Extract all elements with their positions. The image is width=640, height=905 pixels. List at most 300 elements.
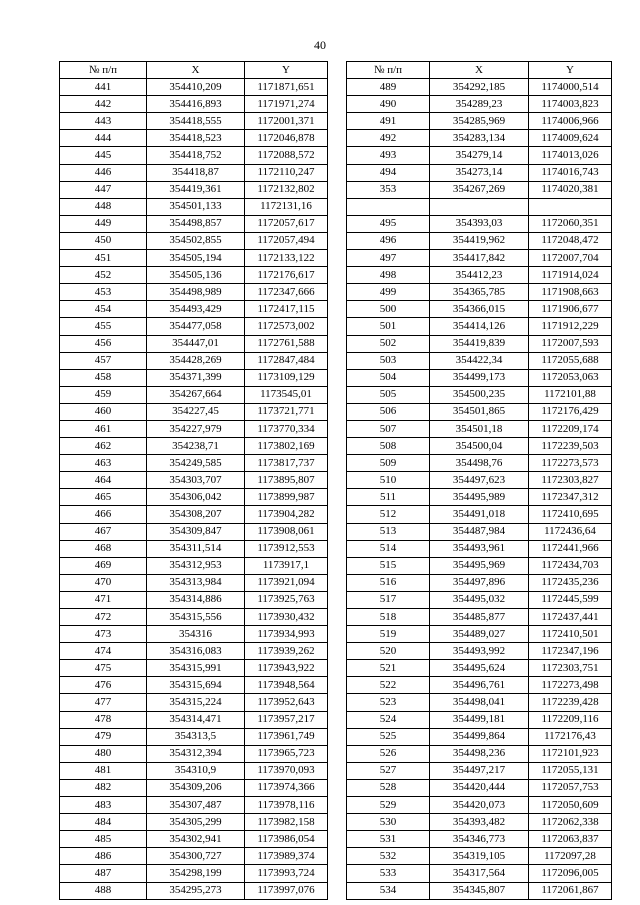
y-coordinate-cell: 1172101,88 (529, 386, 612, 403)
point-number-cell: 487 (60, 865, 147, 882)
header-x: X (430, 62, 529, 79)
x-coordinate-cell: 354312,953 (147, 557, 245, 574)
coordinates-table-right (346, 61, 612, 900)
point-number-cell: 458 (60, 369, 147, 386)
table-row (60, 79, 328, 96)
table-row (60, 96, 328, 113)
point-number-cell: 484 (60, 814, 147, 831)
x-coordinate-cell: 354489,027 (430, 626, 529, 643)
x-coordinate-cell: 354419,962 (430, 232, 529, 249)
point-number-cell: 463 (60, 455, 147, 472)
table-row (347, 96, 612, 113)
table-row (60, 113, 328, 130)
table-row (60, 865, 328, 882)
table-row (347, 848, 612, 865)
x-coordinate-cell: 354501,18 (430, 420, 529, 437)
x-coordinate-cell: 354393,482 (430, 814, 529, 831)
point-number-cell: 520 (347, 643, 430, 660)
x-coordinate-cell: 354315,694 (147, 677, 245, 694)
table-row (60, 164, 328, 181)
point-number-cell: 496 (347, 232, 430, 249)
point-number-cell: 530 (347, 814, 430, 831)
y-coordinate-cell: 1173912,553 (245, 540, 328, 557)
y-coordinate-cell: 1172057,753 (529, 779, 612, 796)
point-number-cell: 454 (60, 301, 147, 318)
point-number-cell: 446 (60, 164, 147, 181)
x-coordinate-cell: 354365,785 (430, 284, 529, 301)
y-coordinate-cell: 1172176,617 (245, 267, 328, 284)
x-coordinate-cell: 354292,185 (430, 79, 529, 96)
y-coordinate-cell: 1173934,993 (245, 626, 328, 643)
header-number: № п/п (60, 62, 147, 79)
point-number-cell: 466 (60, 506, 147, 523)
x-coordinate-cell: 354493,429 (147, 301, 245, 318)
point-number-cell: 481 (60, 762, 147, 779)
x-coordinate-cell: 354500,235 (430, 386, 529, 403)
y-coordinate-cell: 1173895,807 (245, 472, 328, 489)
point-number-cell: 516 (347, 574, 430, 591)
table-row (347, 403, 612, 420)
point-number-cell: 448 (60, 198, 147, 215)
table-row (347, 814, 612, 831)
x-coordinate-cell: 354366,015 (430, 301, 529, 318)
table-row (60, 181, 328, 198)
y-coordinate-cell: 1172046,878 (245, 130, 328, 147)
table-row (60, 455, 328, 472)
y-coordinate-cell: 1173899,987 (245, 489, 328, 506)
y-coordinate-cell: 1173970,093 (245, 762, 328, 779)
x-coordinate-cell: 354416,893 (147, 96, 245, 113)
x-coordinate-cell: 354305,299 (147, 814, 245, 831)
table-row (347, 335, 612, 352)
y-coordinate-cell: 1172055,131 (529, 762, 612, 779)
y-coordinate-cell: 1173770,334 (245, 420, 328, 437)
y-coordinate-cell: 1172001,371 (245, 113, 328, 130)
x-coordinate-cell: 354487,984 (430, 523, 529, 540)
x-coordinate-cell: 354267,664 (147, 386, 245, 403)
y-coordinate-cell: 1172436,64 (529, 523, 612, 540)
page-number: 40 (314, 38, 326, 52)
table-row (347, 181, 612, 198)
x-coordinate-cell: 354295,273 (147, 882, 245, 899)
x-coordinate-cell: 354313,5 (147, 728, 245, 745)
table-row (60, 250, 328, 267)
y-coordinate-cell: 1174013,026 (529, 147, 612, 164)
table-row (60, 557, 328, 574)
y-coordinate-cell: 1171971,274 (245, 96, 328, 113)
point-number-cell: 476 (60, 677, 147, 694)
x-coordinate-cell: 354497,217 (430, 762, 529, 779)
point-number-cell: 495 (347, 215, 430, 232)
point-number-cell: 475 (60, 660, 147, 677)
table-row (60, 284, 328, 301)
x-coordinate-cell: 354418,752 (147, 147, 245, 164)
y-coordinate-cell: 1172239,503 (529, 438, 612, 455)
point-number-cell: 453 (60, 284, 147, 301)
header-number: № п/п (347, 62, 430, 79)
table-row (60, 591, 328, 608)
table-row (60, 694, 328, 711)
table-row (60, 232, 328, 249)
point-number-cell: 529 (347, 797, 430, 814)
x-coordinate-cell: 354316,083 (147, 643, 245, 660)
y-coordinate-cell: 1172088,572 (245, 147, 328, 164)
table-row (60, 352, 328, 369)
point-number-cell: 459 (60, 386, 147, 403)
x-coordinate-cell: 354422,34 (430, 352, 529, 369)
x-coordinate-cell: 354312,394 (147, 745, 245, 762)
point-number-cell: 534 (347, 882, 430, 899)
table-row (60, 762, 328, 779)
table-row (347, 198, 612, 215)
y-coordinate-cell: 1172176,43 (529, 728, 612, 745)
y-coordinate-cell: 1172573,002 (245, 318, 328, 335)
x-coordinate-cell: 354505,194 (147, 250, 245, 267)
y-coordinate-cell: 1173109,129 (245, 369, 328, 386)
table-row (60, 728, 328, 745)
header-y: Y (245, 62, 328, 79)
y-coordinate-cell: 1172347,666 (245, 284, 328, 301)
x-coordinate-cell: 354418,87 (147, 164, 245, 181)
table-row (347, 745, 612, 762)
y-coordinate-cell: 1173721,771 (245, 403, 328, 420)
point-number-cell: 443 (60, 113, 147, 130)
point-number-cell: 533 (347, 865, 430, 882)
point-number-cell: 464 (60, 472, 147, 489)
x-coordinate-cell: 354315,224 (147, 694, 245, 711)
y-coordinate-cell: 1172007,593 (529, 335, 612, 352)
point-number-cell: 479 (60, 728, 147, 745)
table-row (347, 609, 612, 626)
x-coordinate-cell: 354267,269 (430, 181, 529, 198)
table-row (60, 301, 328, 318)
x-coordinate-cell: 354501,133 (147, 198, 245, 215)
x-coordinate-cell: 354501,865 (430, 403, 529, 420)
x-coordinate-cell: 354420,073 (430, 797, 529, 814)
y-coordinate-cell: 1172417,115 (245, 301, 328, 318)
point-number-cell: 511 (347, 489, 430, 506)
point-number-cell: 492 (347, 130, 430, 147)
y-coordinate-cell: 1172435,236 (529, 574, 612, 591)
y-coordinate-cell: 1173993,724 (245, 865, 328, 882)
point-number-cell: 441 (60, 79, 147, 96)
table-row (60, 420, 328, 437)
point-number-cell: 477 (60, 694, 147, 711)
y-coordinate-cell: 1172303,827 (529, 472, 612, 489)
x-coordinate-cell: 354477,058 (147, 318, 245, 335)
point-number-cell: 449 (60, 215, 147, 232)
y-coordinate-cell: 1173921,094 (245, 574, 328, 591)
table-row (347, 711, 612, 728)
point-number-cell: 523 (347, 694, 430, 711)
table-row (60, 523, 328, 540)
x-coordinate-cell: 354497,623 (430, 472, 529, 489)
y-coordinate-cell: 1172347,312 (529, 489, 612, 506)
table-row (347, 215, 612, 232)
x-coordinate-cell: 354306,042 (147, 489, 245, 506)
table-row (60, 369, 328, 386)
y-coordinate-cell: 1174000,514 (529, 79, 612, 96)
x-coordinate-cell: 354493,992 (430, 643, 529, 660)
x-coordinate-cell: 354314,471 (147, 711, 245, 728)
point-number-cell: 491 (347, 113, 430, 130)
point-number-cell: 490 (347, 96, 430, 113)
point-number-cell: 528 (347, 779, 430, 796)
table-row (347, 232, 612, 249)
x-coordinate-cell: 354410,209 (147, 79, 245, 96)
y-coordinate-cell: 1173948,564 (245, 677, 328, 694)
table-row (347, 831, 612, 848)
x-coordinate-cell: 354502,855 (147, 232, 245, 249)
y-coordinate-cell: 1172410,695 (529, 506, 612, 523)
y-coordinate-cell: 1173917,1 (245, 557, 328, 574)
point-number-cell: 455 (60, 318, 147, 335)
y-coordinate-cell: 1172060,351 (529, 215, 612, 232)
table-row (60, 472, 328, 489)
x-coordinate-cell: 354283,134 (430, 130, 529, 147)
table-row (347, 626, 612, 643)
point-number-cell (347, 198, 430, 215)
table-row (347, 352, 612, 369)
point-number-cell: 498 (347, 267, 430, 284)
x-coordinate-cell: 354319,105 (430, 848, 529, 865)
y-coordinate-cell: 1172209,116 (529, 711, 612, 728)
y-coordinate-cell: 1172847,484 (245, 352, 328, 369)
table-row (347, 301, 612, 318)
y-coordinate-cell: 1174009,624 (529, 130, 612, 147)
table-row (60, 745, 328, 762)
x-coordinate-cell: 354447,01 (147, 335, 245, 352)
header-y: Y (529, 62, 612, 79)
x-coordinate-cell: 354279,14 (430, 147, 529, 164)
y-coordinate-cell: 1172063,837 (529, 831, 612, 848)
y-coordinate-cell: 1172410,501 (529, 626, 612, 643)
y-coordinate-cell: 1173943,922 (245, 660, 328, 677)
point-number-cell: 510 (347, 472, 430, 489)
x-coordinate-cell: 354500,04 (430, 438, 529, 455)
table-row (60, 779, 328, 796)
point-number-cell: 471 (60, 591, 147, 608)
point-number-cell: 505 (347, 386, 430, 403)
x-coordinate-cell: 354505,136 (147, 267, 245, 284)
y-coordinate-cell: 1173908,061 (245, 523, 328, 540)
table-row (347, 540, 612, 557)
table-row (347, 455, 612, 472)
point-number-cell: 451 (60, 250, 147, 267)
x-coordinate-cell: 354227,45 (147, 403, 245, 420)
x-coordinate-cell: 354495,969 (430, 557, 529, 574)
y-coordinate-cell: 1172131,16 (245, 198, 328, 215)
x-coordinate-cell: 354393,03 (430, 215, 529, 232)
point-number-cell: 521 (347, 660, 430, 677)
table-row (347, 420, 612, 437)
x-coordinate-cell: 354412,23 (430, 267, 529, 284)
x-coordinate-cell: 354498,857 (147, 215, 245, 232)
point-number-cell: 512 (347, 506, 430, 523)
x-coordinate-cell: 354285,969 (430, 113, 529, 130)
x-coordinate-cell: 354499,173 (430, 369, 529, 386)
point-number-cell: 486 (60, 848, 147, 865)
point-number-cell: 515 (347, 557, 430, 574)
point-number-cell: 501 (347, 318, 430, 335)
point-number-cell: 478 (60, 711, 147, 728)
point-number-cell: 447 (60, 181, 147, 198)
y-coordinate-cell: 1173904,282 (245, 506, 328, 523)
x-coordinate-cell (430, 198, 529, 215)
header-x: X (147, 62, 245, 79)
point-number-cell: 519 (347, 626, 430, 643)
y-coordinate-cell: 1173961,749 (245, 728, 328, 745)
x-coordinate-cell: 354303,707 (147, 472, 245, 489)
y-coordinate-cell: 1173974,366 (245, 779, 328, 796)
x-coordinate-cell: 354485,877 (430, 609, 529, 626)
point-number-cell: 489 (347, 79, 430, 96)
table-row (347, 318, 612, 335)
table-row (347, 284, 612, 301)
y-coordinate-cell: 1172062,338 (529, 814, 612, 831)
table-row (347, 79, 612, 96)
point-number-cell: 470 (60, 574, 147, 591)
table-row (60, 643, 328, 660)
point-number-cell: 450 (60, 232, 147, 249)
table-row (60, 677, 328, 694)
y-coordinate-cell: 1172101,923 (529, 745, 612, 762)
y-coordinate-cell: 1171871,651 (245, 79, 328, 96)
table-row (60, 438, 328, 455)
y-coordinate-cell: 1172273,573 (529, 455, 612, 472)
table-row (347, 694, 612, 711)
y-coordinate-cell: 1172176,429 (529, 403, 612, 420)
x-coordinate-cell: 354496,761 (430, 677, 529, 694)
y-coordinate-cell: 1172007,704 (529, 250, 612, 267)
x-coordinate-cell: 354273,14 (430, 164, 529, 181)
table-row (347, 506, 612, 523)
y-coordinate-cell: 1173802,169 (245, 438, 328, 455)
point-number-cell: 503 (347, 352, 430, 369)
point-number-cell: 485 (60, 831, 147, 848)
y-coordinate-cell: 1172273,498 (529, 677, 612, 694)
x-coordinate-cell: 354300,727 (147, 848, 245, 865)
y-coordinate-cell: 1171906,677 (529, 301, 612, 318)
table-row (347, 779, 612, 796)
y-coordinate-cell: 1173930,432 (245, 609, 328, 626)
table-row (347, 643, 612, 660)
y-coordinate-cell: 1173986,054 (245, 831, 328, 848)
table-row (347, 882, 612, 899)
point-number-cell: 457 (60, 352, 147, 369)
table-row (347, 574, 612, 591)
point-number-cell: 526 (347, 745, 430, 762)
y-coordinate-cell: 1173989,374 (245, 848, 328, 865)
point-number-cell: 472 (60, 609, 147, 626)
x-coordinate-cell: 354313,984 (147, 574, 245, 591)
x-coordinate-cell: 354307,487 (147, 797, 245, 814)
point-number-cell: 467 (60, 523, 147, 540)
table-row (60, 882, 328, 899)
x-coordinate-cell: 354345,807 (430, 882, 529, 899)
point-number-cell: 506 (347, 403, 430, 420)
y-coordinate-cell: 1172239,428 (529, 694, 612, 711)
table-row (347, 147, 612, 164)
y-coordinate-cell: 1172132,802 (245, 181, 328, 198)
point-number-cell: 509 (347, 455, 430, 472)
x-coordinate-cell: 354314,886 (147, 591, 245, 608)
point-number-cell: 502 (347, 335, 430, 352)
table-row (347, 865, 612, 882)
point-number-cell: 442 (60, 96, 147, 113)
x-coordinate-cell: 354495,624 (430, 660, 529, 677)
x-coordinate-cell: 354238,71 (147, 438, 245, 455)
point-number-cell: 480 (60, 745, 147, 762)
y-coordinate-cell: 1172055,688 (529, 352, 612, 369)
y-coordinate-cell: 1172048,472 (529, 232, 612, 249)
x-coordinate-cell: 354308,207 (147, 506, 245, 523)
point-number-cell: 524 (347, 711, 430, 728)
x-coordinate-cell: 354498,236 (430, 745, 529, 762)
table-row (347, 267, 612, 284)
point-number-cell: 493 (347, 147, 430, 164)
y-coordinate-cell (529, 198, 612, 215)
table-row (347, 369, 612, 386)
table-row (347, 591, 612, 608)
y-coordinate-cell: 1172437,441 (529, 609, 612, 626)
point-number-cell: 483 (60, 797, 147, 814)
point-number-cell: 522 (347, 677, 430, 694)
x-coordinate-cell: 354316 (147, 626, 245, 643)
table-header-row (60, 62, 328, 79)
y-coordinate-cell: 1173982,158 (245, 814, 328, 831)
point-number-cell: 531 (347, 831, 430, 848)
x-coordinate-cell: 354371,399 (147, 369, 245, 386)
x-coordinate-cell: 354418,523 (147, 130, 245, 147)
x-coordinate-cell: 354298,199 (147, 865, 245, 882)
table-row (347, 557, 612, 574)
x-coordinate-cell: 354498,041 (430, 694, 529, 711)
x-coordinate-cell: 354495,989 (430, 489, 529, 506)
y-coordinate-cell: 1172061,867 (529, 882, 612, 899)
table-row (60, 711, 328, 728)
point-number-cell: 494 (347, 164, 430, 181)
y-coordinate-cell: 1172110,247 (245, 164, 328, 181)
x-coordinate-cell: 354417,842 (430, 250, 529, 267)
table-row (60, 335, 328, 352)
y-coordinate-cell: 1173545,01 (245, 386, 328, 403)
table-row (347, 677, 612, 694)
y-coordinate-cell: 1172050,609 (529, 797, 612, 814)
point-number-cell: 513 (347, 523, 430, 540)
table-row (347, 728, 612, 745)
point-number-cell: 508 (347, 438, 430, 455)
y-coordinate-cell: 1172209,174 (529, 420, 612, 437)
y-coordinate-cell: 1172434,703 (529, 557, 612, 574)
y-coordinate-cell: 1174020,381 (529, 181, 612, 198)
point-number-cell: 504 (347, 369, 430, 386)
y-coordinate-cell: 1172097,28 (529, 848, 612, 865)
y-coordinate-cell: 1171912,229 (529, 318, 612, 335)
y-coordinate-cell: 1172057,494 (245, 232, 328, 249)
x-coordinate-cell: 354499,864 (430, 728, 529, 745)
table-row (60, 489, 328, 506)
table-row (347, 386, 612, 403)
point-number-cell: 532 (347, 848, 430, 865)
x-coordinate-cell: 354499,181 (430, 711, 529, 728)
table-header-row (347, 62, 612, 79)
point-number-cell: 488 (60, 882, 147, 899)
y-coordinate-cell: 1174016,743 (529, 164, 612, 181)
y-coordinate-cell: 1172303,751 (529, 660, 612, 677)
point-number-cell: 497 (347, 250, 430, 267)
y-coordinate-cell: 1172445,599 (529, 591, 612, 608)
